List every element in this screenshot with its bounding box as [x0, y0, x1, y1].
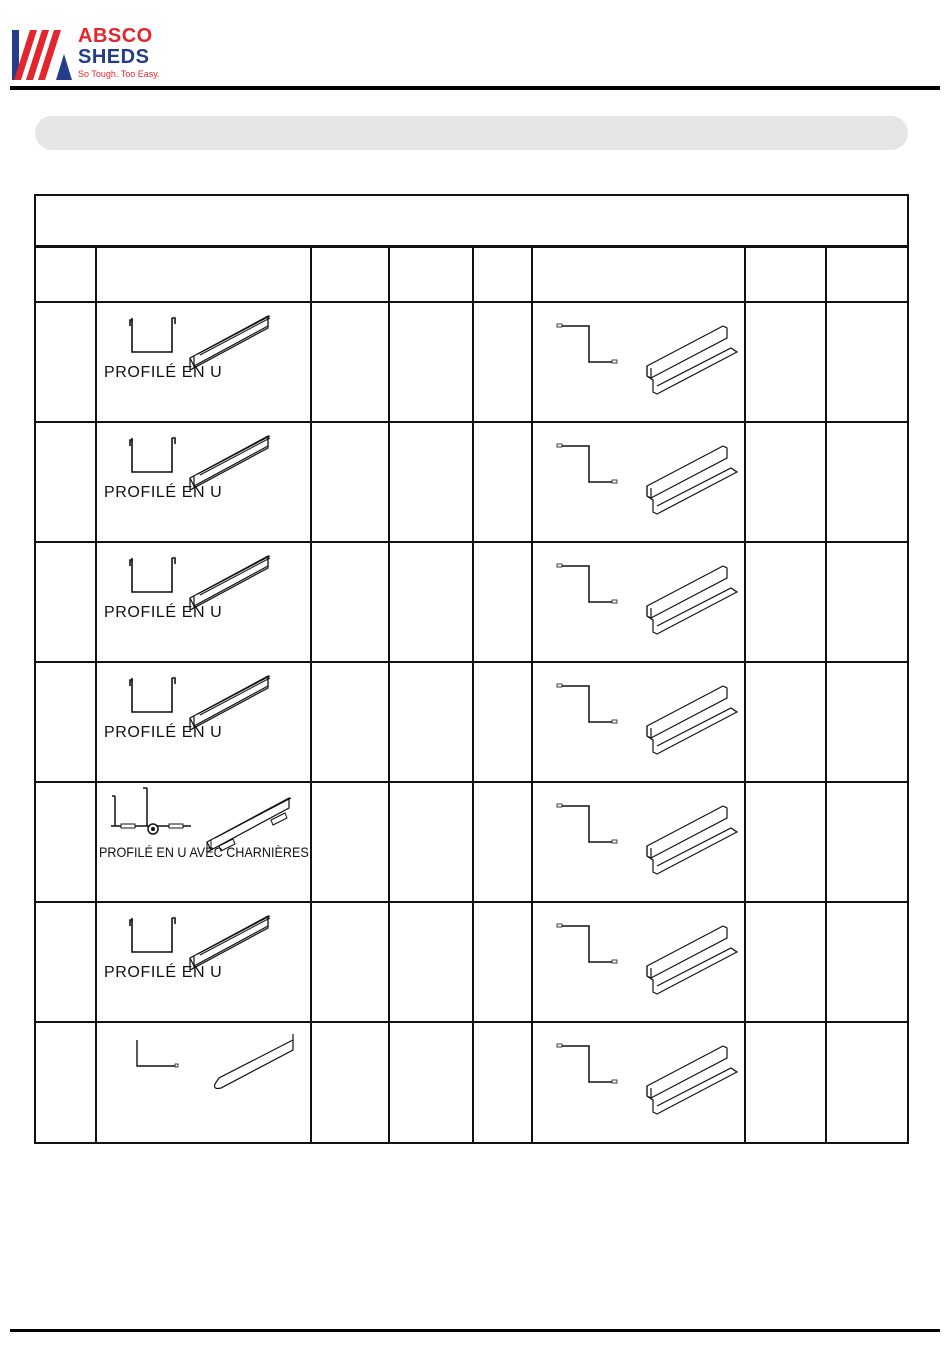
angle-profile-icon: [97, 1022, 307, 1102]
profile-label: PROFILÉ EN U: [104, 484, 223, 501]
z-profile-drawing-cell: [533, 902, 744, 1022]
brand-tagline: So Tough. Too Easy.: [78, 69, 160, 79]
z-profile-drawing-cell: [533, 662, 744, 782]
column-divider: [744, 248, 746, 1142]
profile-label: PROFILÉ EN U: [104, 364, 223, 381]
z-profile-drawing-cell: [533, 542, 744, 662]
profile-drawing-cell: [97, 782, 310, 902]
z-profile-icon: [533, 302, 743, 392]
profile-label: PROFILÉ EN U: [104, 964, 223, 981]
z-profile-icon: [533, 662, 743, 752]
z-profile-drawing-cell: [533, 302, 744, 422]
table-title-row: [36, 196, 907, 248]
footer-rule: [10, 1329, 940, 1332]
z-profile-drawing-cell: [533, 782, 744, 902]
column-divider: [388, 248, 390, 1142]
z-profile-icon: [533, 542, 743, 632]
profile-label: PROFILÉ EN U AVEC CHARNIÈRES: [99, 844, 309, 860]
profile-drawing-cell: [97, 542, 310, 662]
brand-line2: SHEDS: [78, 46, 150, 68]
z-profile-drawing-cell: [533, 1022, 744, 1142]
absco-logo: [12, 26, 172, 82]
section-heading-bar: [35, 116, 908, 150]
parts-table: [34, 194, 909, 1144]
logo-wordmark: [78, 26, 160, 79]
profile-drawing-cell: [97, 422, 310, 542]
absco-stripes-icon: [12, 28, 72, 80]
column-divider: [825, 248, 827, 1142]
profile-drawing-cell: [97, 302, 310, 422]
header-rule: [10, 86, 940, 90]
z-profile-drawing-cell: [533, 422, 744, 542]
profile-drawing-cell: [97, 1022, 310, 1142]
profile-drawing-cell: [97, 902, 310, 1022]
brand-line1: ABSCO: [78, 25, 153, 47]
z-profile-icon: [533, 422, 743, 512]
z-profile-icon: [533, 782, 743, 872]
profile-drawing-cell: [97, 662, 310, 782]
profile-label: PROFILÉ EN U: [104, 604, 223, 621]
profile-label: PROFILÉ EN U: [104, 724, 223, 741]
column-divider: [310, 248, 312, 1142]
z-profile-icon: [533, 902, 743, 992]
z-profile-icon: [533, 1022, 743, 1112]
column-divider: [472, 248, 474, 1142]
